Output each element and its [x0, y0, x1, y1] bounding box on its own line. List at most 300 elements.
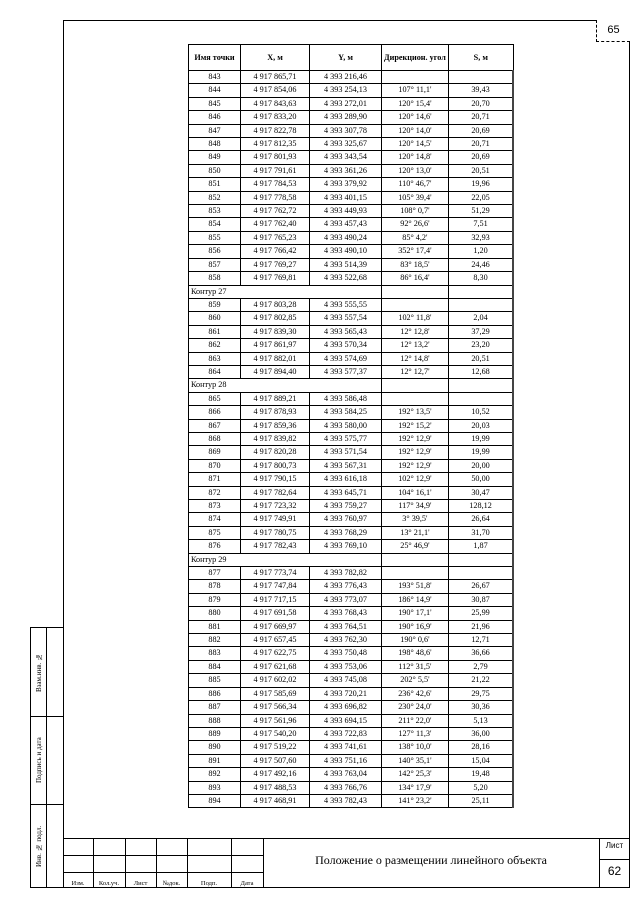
y-coordinate-cell: 4 393 289,90: [310, 111, 382, 124]
sheet-label: Лист: [605, 841, 624, 850]
x-coordinate-cell: 4 917 782,64: [241, 486, 310, 499]
direction-angle-cell: 25° 46,9': [382, 540, 449, 553]
table-row: [189, 607, 514, 620]
x-coordinate-cell: 4 917 861,97: [241, 339, 310, 352]
direction-angle-cell: 92° 26,6': [382, 218, 449, 231]
table-row: [189, 459, 514, 472]
point-name-cell: 870: [189, 459, 241, 472]
distance-cell: 19,99: [448, 446, 513, 459]
direction-angle-cell: 83° 18,5': [382, 258, 449, 271]
distance-cell: 51,29: [448, 205, 513, 218]
y-coordinate-cell: 4 393 325,67: [310, 138, 382, 151]
contour-row: [189, 285, 514, 298]
empty-cell: [382, 379, 449, 392]
y-coordinate-cell: 4 393 216,46: [310, 71, 382, 84]
x-coordinate-cell: 4 917 621,68: [241, 660, 310, 673]
direction-angle-cell: 120° 13,0': [382, 164, 449, 177]
y-coordinate-cell: 4 393 307,78: [310, 124, 382, 137]
header-point-name: Имя точки: [189, 45, 241, 71]
table-row: [189, 231, 514, 244]
table-row: [189, 138, 514, 151]
contour-label: Контур 28: [189, 379, 382, 392]
point-name-cell: 872: [189, 486, 241, 499]
x-coordinate-cell: 4 917 488,53: [241, 781, 310, 794]
distance-cell: 19,99: [448, 432, 513, 445]
point-name-cell: 858: [189, 272, 241, 285]
table-row: [189, 84, 514, 97]
y-coordinate-cell: 4 393 760,97: [310, 513, 382, 526]
point-name-cell: 848: [189, 138, 241, 151]
x-coordinate-cell: 4 917 820,28: [241, 446, 310, 459]
direction-angle-cell: 85° 4,2': [382, 231, 449, 244]
distance-cell: 25,99: [448, 607, 513, 620]
point-name-cell: 878: [189, 580, 241, 593]
table-row: [189, 352, 514, 365]
x-coordinate-cell: 4 917 843,63: [241, 97, 310, 110]
point-name-cell: 851: [189, 178, 241, 191]
table-row: [189, 432, 514, 445]
table-row: [189, 647, 514, 660]
direction-angle-cell: 142° 25,3': [382, 768, 449, 781]
table-row: [189, 191, 514, 204]
table-row: [189, 365, 514, 378]
point-name-cell: 864: [189, 365, 241, 378]
point-name-cell: 867: [189, 419, 241, 432]
coordinates-table: [188, 44, 514, 808]
distance-cell: 29,75: [448, 687, 513, 700]
y-coordinate-cell: 4 393 586,48: [310, 392, 382, 405]
table-row: [189, 593, 514, 606]
direction-angle-cell: 102° 11,8': [382, 312, 449, 325]
y-coordinate-cell: 4 393 522,68: [310, 272, 382, 285]
table-row: [189, 473, 514, 486]
table-row: [189, 258, 514, 271]
y-coordinate-cell: 4 393 759,27: [310, 500, 382, 513]
point-name-cell: 877: [189, 567, 241, 580]
direction-angle-cell: 105° 39,4': [382, 191, 449, 204]
y-coordinate-cell: 4 393 773,07: [310, 593, 382, 606]
y-coordinate-cell: 4 393 401,15: [310, 191, 382, 204]
point-name-cell: 860: [189, 312, 241, 325]
table-row: [189, 71, 514, 84]
point-name-cell: 892: [189, 768, 241, 781]
distance-cell: 2,79: [448, 660, 513, 673]
distance-cell: 36,66: [448, 647, 513, 660]
x-coordinate-cell: 4 917 762,72: [241, 205, 310, 218]
x-coordinate-cell: 4 917 802,85: [241, 312, 310, 325]
distance-cell: 20,71: [448, 138, 513, 151]
y-coordinate-cell: 4 393 745,08: [310, 674, 382, 687]
x-coordinate-cell: 4 917 839,82: [241, 432, 310, 445]
direction-angle-cell: 192° 12,9': [382, 432, 449, 445]
table-row: [189, 794, 514, 807]
table-row: [189, 245, 514, 258]
distance-cell: [448, 392, 513, 405]
table-row: [189, 339, 514, 352]
direction-angle-cell: 138° 10,0': [382, 741, 449, 754]
distance-cell: 128,12: [448, 500, 513, 513]
y-coordinate-cell: 4 393 557,54: [310, 312, 382, 325]
stamp-caption-podp: Подп.: [200, 880, 218, 887]
point-name-cell: 863: [189, 352, 241, 365]
direction-angle-cell: 193° 51,8': [382, 580, 449, 593]
distance-cell: 24,46: [448, 258, 513, 271]
point-name-cell: 893: [189, 781, 241, 794]
table-row: [189, 634, 514, 647]
table-row: [189, 164, 514, 177]
y-coordinate-cell: 4 393 343,54: [310, 151, 382, 164]
x-coordinate-cell: 4 917 790,15: [241, 473, 310, 486]
y-coordinate-cell: 4 393 490,10: [310, 245, 382, 258]
table-row: [189, 781, 514, 794]
y-coordinate-cell: 4 393 574,69: [310, 352, 382, 365]
direction-angle-cell: 112° 31,5': [382, 660, 449, 673]
direction-angle-cell: 192° 12,9': [382, 446, 449, 459]
point-name-cell: 849: [189, 151, 241, 164]
point-name-cell: 874: [189, 513, 241, 526]
y-coordinate-cell: 4 393 764,51: [310, 620, 382, 633]
stamp-caption-list: Лист: [133, 880, 148, 887]
direction-angle-cell: 120° 14,5': [382, 138, 449, 151]
point-name-cell: 843: [189, 71, 241, 84]
point-name-cell: 866: [189, 406, 241, 419]
point-name-cell: 856: [189, 245, 241, 258]
direction-angle-cell: [382, 392, 449, 405]
direction-angle-cell: 3° 39,5': [382, 513, 449, 526]
distance-cell: 20,03: [448, 419, 513, 432]
distance-cell: 5,13: [448, 714, 513, 727]
point-name-cell: 844: [189, 84, 241, 97]
y-coordinate-cell: 4 393 766,76: [310, 781, 382, 794]
empty-cell: [448, 553, 513, 566]
direction-angle-cell: 86° 16,4': [382, 272, 449, 285]
distance-cell: 12,71: [448, 634, 513, 647]
x-coordinate-cell: 4 917 566,34: [241, 701, 310, 714]
x-coordinate-cell: 4 917 878,93: [241, 406, 310, 419]
direction-angle-cell: 12° 12,8': [382, 325, 449, 338]
point-name-cell: 859: [189, 298, 241, 311]
point-name-cell: 871: [189, 473, 241, 486]
point-name-cell: 868: [189, 432, 241, 445]
y-coordinate-cell: 4 393 567,31: [310, 459, 382, 472]
point-name-cell: 879: [189, 593, 241, 606]
direction-angle-cell: 190° 0,6': [382, 634, 449, 647]
direction-angle-cell: 198° 48,6': [382, 647, 449, 660]
direction-angle-cell: 134° 17,9': [382, 781, 449, 794]
direction-angle-cell: 127° 11,3': [382, 727, 449, 740]
table-row: [189, 727, 514, 740]
distance-cell: 21,96: [448, 620, 513, 633]
y-coordinate-cell: 4 393 768,29: [310, 526, 382, 539]
point-name-cell: 885: [189, 674, 241, 687]
x-coordinate-cell: 4 917 561,96: [241, 714, 310, 727]
distance-cell: 28,16: [448, 741, 513, 754]
direction-angle-cell: 120° 15,4': [382, 97, 449, 110]
direction-angle-cell: 107° 11,1': [382, 84, 449, 97]
point-name-cell: 846: [189, 111, 241, 124]
distance-cell: 2,04: [448, 312, 513, 325]
direction-angle-cell: 120° 14,6': [382, 111, 449, 124]
distance-cell: 32,93: [448, 231, 513, 244]
x-coordinate-cell: 4 917 769,81: [241, 272, 310, 285]
point-name-cell: 889: [189, 727, 241, 740]
y-coordinate-cell: 4 393 575,77: [310, 432, 382, 445]
distance-cell: 15,04: [448, 754, 513, 767]
point-name-cell: 862: [189, 339, 241, 352]
table-row: [189, 754, 514, 767]
table-row: [189, 660, 514, 673]
y-coordinate-cell: 4 393 696,82: [310, 701, 382, 714]
direction-angle-cell: 108° 0,7': [382, 205, 449, 218]
y-coordinate-cell: 4 393 769,10: [310, 540, 382, 553]
direction-angle-cell: 104° 16,1': [382, 486, 449, 499]
distance-cell: 1,20: [448, 245, 513, 258]
point-name-cell: 869: [189, 446, 241, 459]
x-coordinate-cell: 4 917 657,45: [241, 634, 310, 647]
table-row: [189, 701, 514, 714]
point-name-cell: 883: [189, 647, 241, 660]
y-coordinate-cell: 4 393 782,43: [310, 794, 382, 807]
y-coordinate-cell: 4 393 565,43: [310, 325, 382, 338]
header-distance: S, м: [448, 45, 513, 71]
x-coordinate-cell: 4 917 791,61: [241, 164, 310, 177]
y-coordinate-cell: 4 393 694,15: [310, 714, 382, 727]
side-stamp-strip: [30, 627, 63, 888]
x-coordinate-cell: 4 917 585,69: [241, 687, 310, 700]
direction-angle-cell: 120° 14,0': [382, 124, 449, 137]
point-name-cell: 886: [189, 687, 241, 700]
y-coordinate-cell: 4 393 254,13: [310, 84, 382, 97]
y-coordinate-cell: 4 393 782,82: [310, 567, 382, 580]
x-coordinate-cell: 4 917 762,40: [241, 218, 310, 231]
x-coordinate-cell: 4 917 800,73: [241, 459, 310, 472]
title-block: [63, 838, 630, 888]
y-coordinate-cell: 4 393 577,37: [310, 365, 382, 378]
x-coordinate-cell: 4 917 468,91: [241, 794, 310, 807]
distance-cell: 20,51: [448, 352, 513, 365]
empty-cell: [448, 379, 513, 392]
distance-cell: 19,48: [448, 768, 513, 781]
empty-cell: [448, 285, 513, 298]
x-coordinate-cell: 4 917 803,28: [241, 298, 310, 311]
x-coordinate-cell: 4 917 622,75: [241, 647, 310, 660]
header-direction-angle: Дирекцион. угол: [382, 45, 449, 71]
distance-cell: 22,05: [448, 191, 513, 204]
x-coordinate-cell: 4 917 765,23: [241, 231, 310, 244]
y-coordinate-cell: 4 393 584,25: [310, 406, 382, 419]
y-coordinate-cell: 4 393 753,06: [310, 660, 382, 673]
distance-cell: 25,11: [448, 794, 513, 807]
direction-angle-cell: 12° 13,2': [382, 339, 449, 352]
direction-angle-cell: [382, 567, 449, 580]
direction-angle-cell: 110° 46,7': [382, 178, 449, 191]
y-coordinate-cell: 4 393 762,30: [310, 634, 382, 647]
x-coordinate-cell: 4 917 691,58: [241, 607, 310, 620]
distance-cell: 26,67: [448, 580, 513, 593]
y-coordinate-cell: 4 393 763,04: [310, 768, 382, 781]
table-row: [189, 298, 514, 311]
y-coordinate-cell: 4 393 722,83: [310, 727, 382, 740]
distance-cell: 8,30: [448, 272, 513, 285]
y-coordinate-cell: 4 393 272,01: [310, 97, 382, 110]
y-coordinate-cell: 4 393 361,26: [310, 164, 382, 177]
distance-cell: 1,87: [448, 540, 513, 553]
x-coordinate-cell: 4 917 801,93: [241, 151, 310, 164]
distance-cell: 31,70: [448, 526, 513, 539]
x-coordinate-cell: 4 917 822,78: [241, 124, 310, 137]
y-coordinate-cell: 4 393 616,18: [310, 473, 382, 486]
direction-angle-cell: 117° 34,9': [382, 500, 449, 513]
x-coordinate-cell: 4 917 833,20: [241, 111, 310, 124]
direction-angle-cell: 102° 12,9': [382, 473, 449, 486]
point-name-cell: 876: [189, 540, 241, 553]
point-name-cell: 887: [189, 701, 241, 714]
direction-angle-cell: 120° 14,8': [382, 151, 449, 164]
stamp-caption-kol-uch: Кол.уч.: [98, 880, 120, 887]
document-title: Положение о размещении линейного объекта: [315, 853, 547, 867]
direction-angle-cell: 140° 35,1': [382, 754, 449, 767]
table-row: [189, 500, 514, 513]
table-row: [189, 486, 514, 499]
y-coordinate-cell: 4 393 379,92: [310, 178, 382, 191]
contour-row: [189, 553, 514, 566]
y-coordinate-cell: 4 393 750,48: [310, 647, 382, 660]
x-coordinate-cell: 4 917 894,40: [241, 365, 310, 378]
direction-angle-cell: 13° 21,1': [382, 526, 449, 539]
point-name-cell: 855: [189, 231, 241, 244]
point-name-cell: 852: [189, 191, 241, 204]
distance-cell: 20,69: [448, 124, 513, 137]
table-row: [189, 124, 514, 137]
point-name-cell: 894: [189, 794, 241, 807]
header-y: Y, м: [310, 45, 382, 71]
table-row: [189, 714, 514, 727]
point-name-cell: 847: [189, 124, 241, 137]
distance-cell: 37,29: [448, 325, 513, 338]
y-coordinate-cell: 4 393 555,55: [310, 298, 382, 311]
y-coordinate-cell: 4 393 768,43: [310, 607, 382, 620]
distance-cell: [448, 298, 513, 311]
table-row: [189, 741, 514, 754]
direction-angle-cell: 192° 15,2': [382, 419, 449, 432]
point-name-cell: 861: [189, 325, 241, 338]
direction-angle-cell: [382, 71, 449, 84]
direction-angle-cell: 12° 14,8': [382, 352, 449, 365]
distance-cell: [448, 567, 513, 580]
x-coordinate-cell: 4 917 812,35: [241, 138, 310, 151]
x-coordinate-cell: 4 917 839,30: [241, 325, 310, 338]
distance-cell: 19,96: [448, 178, 513, 191]
y-coordinate-cell: 4 393 645,71: [310, 486, 382, 499]
direction-angle-cell: 186° 14,9': [382, 593, 449, 606]
x-coordinate-cell: 4 917 780,75: [241, 526, 310, 539]
table-row: [189, 580, 514, 593]
direction-angle-cell: 236° 42,6': [382, 687, 449, 700]
distance-cell: 7,51: [448, 218, 513, 231]
x-coordinate-cell: 4 917 540,20: [241, 727, 310, 740]
point-name-cell: 853: [189, 205, 241, 218]
table-row: [189, 325, 514, 338]
direction-angle-cell: 141° 23,2': [382, 794, 449, 807]
x-coordinate-cell: 4 917 882,01: [241, 352, 310, 365]
direction-angle-cell: [382, 298, 449, 311]
x-coordinate-cell: 4 917 507,60: [241, 754, 310, 767]
x-coordinate-cell: 4 917 782,43: [241, 540, 310, 553]
y-coordinate-cell: 4 393 490,24: [310, 231, 382, 244]
contour-row: [189, 379, 514, 392]
table-row: [189, 526, 514, 539]
point-name-cell: 854: [189, 218, 241, 231]
x-coordinate-cell: 4 917 766,42: [241, 245, 310, 258]
point-name-cell: 857: [189, 258, 241, 271]
table-row: [189, 205, 514, 218]
point-name-cell: 880: [189, 607, 241, 620]
direction-angle-cell: 190° 17,1': [382, 607, 449, 620]
distance-cell: 5,20: [448, 781, 513, 794]
distance-cell: 30,47: [448, 486, 513, 499]
point-name-cell: 882: [189, 634, 241, 647]
side-label-inv-podl: Инв. № подл.: [35, 825, 43, 868]
y-coordinate-cell: 4 393 720,21: [310, 687, 382, 700]
table-row: [189, 151, 514, 164]
sheet-number: 62: [607, 864, 622, 878]
distance-cell: 26,64: [448, 513, 513, 526]
x-coordinate-cell: 4 917 773,74: [241, 567, 310, 580]
table-row: [189, 446, 514, 459]
x-coordinate-cell: 4 917 778,58: [241, 191, 310, 204]
table-row: [189, 620, 514, 633]
page-number-tab: 65: [596, 20, 630, 42]
side-label-inv-zam: Взам.инв. №: [35, 652, 43, 692]
y-coordinate-cell: 4 393 751,16: [310, 754, 382, 767]
table-body: [189, 71, 514, 808]
table-row: [189, 178, 514, 191]
x-coordinate-cell: 4 917 889,21: [241, 392, 310, 405]
distance-cell: 12,68: [448, 365, 513, 378]
table-row: [189, 768, 514, 781]
distance-cell: [448, 71, 513, 84]
table-row: [189, 513, 514, 526]
y-coordinate-cell: 4 393 449,93: [310, 205, 382, 218]
table-row: [189, 687, 514, 700]
contour-label: Контур 29: [189, 553, 382, 566]
direction-angle-cell: 192° 13,5': [382, 406, 449, 419]
x-coordinate-cell: 4 917 492,16: [241, 768, 310, 781]
table-row: [189, 312, 514, 325]
x-coordinate-cell: 4 917 723,32: [241, 500, 310, 513]
point-name-cell: 865: [189, 392, 241, 405]
table-row: [189, 111, 514, 124]
distance-cell: 30,36: [448, 701, 513, 714]
direction-angle-cell: 190° 16,9': [382, 620, 449, 633]
x-coordinate-cell: 4 917 519,22: [241, 741, 310, 754]
point-name-cell: 873: [189, 500, 241, 513]
stamp-caption-ndok: №док.: [162, 880, 181, 887]
y-coordinate-cell: 4 393 457,43: [310, 218, 382, 231]
x-coordinate-cell: 4 917 784,53: [241, 178, 310, 191]
table-row: [189, 97, 514, 110]
empty-cell: [382, 285, 449, 298]
distance-cell: 10,52: [448, 406, 513, 419]
direction-angle-cell: 12° 12,7': [382, 365, 449, 378]
distance-cell: 20,70: [448, 97, 513, 110]
distance-cell: 30,87: [448, 593, 513, 606]
distance-cell: 36,00: [448, 727, 513, 740]
table-row: [189, 406, 514, 419]
table-row: [189, 218, 514, 231]
point-name-cell: 881: [189, 620, 241, 633]
x-coordinate-cell: 4 917 669,97: [241, 620, 310, 633]
